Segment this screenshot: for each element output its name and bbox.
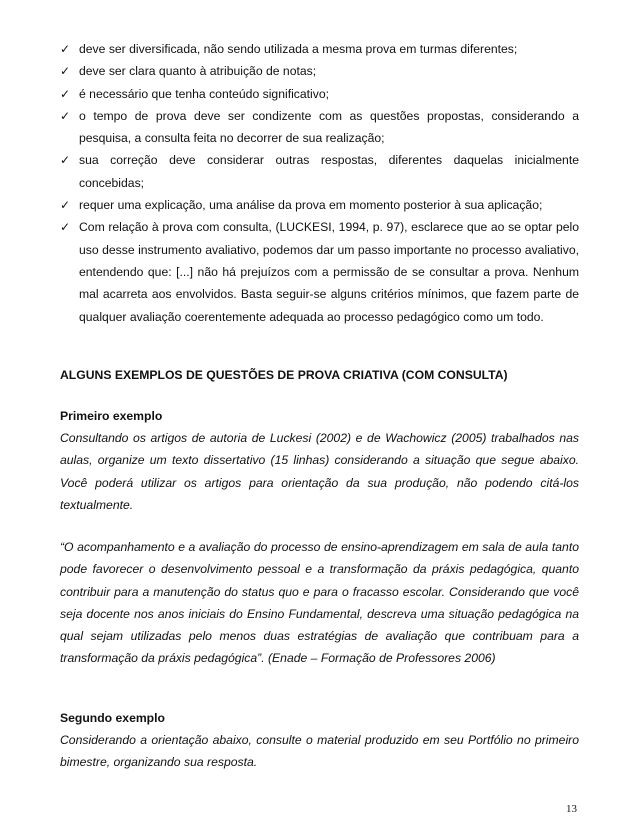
criteria-list bbox=[60, 38, 579, 328]
list-item: ✓ deve ser clara quanto à atribuição de notas; bbox=[60, 60, 579, 82]
check-icon: ✓ bbox=[60, 220, 71, 235]
list-item: ✓ é necessário que tenha conteúdo significativo; bbox=[60, 83, 579, 105]
check-icon: ✓ bbox=[60, 64, 71, 79]
list-item: ✓ Com relação à prova com consulta, (LUCKESI, 1994, p. 97), esclarece que ao se optar pelo uso desse instrumento avaliativo, podemos dar um passo importante no processo avaliativo, entendendo que: [...] não há prejuízos com a permissão de se consultar a prova. Nenhum mal acarreta aos envolvidos. Basta seguir-se alguns critérios mínimos, que fazem parte de qualquer avaliação coerentemente adequada ao processo pedagógico como um todo. bbox=[60, 216, 579, 327]
list-item: ✓ requer uma explicação, uma análise da prova em momento posterior à sua aplicação; bbox=[60, 194, 579, 216]
check-icon: ✓ bbox=[60, 198, 71, 213]
check-icon: ✓ bbox=[60, 86, 71, 101]
check-icon: ✓ bbox=[60, 42, 71, 56]
section-title: ALGUNS EXEMPLOS DE QUESTÕES DE PROVA CRIATIVA (COM CONSULTA) bbox=[60, 368, 508, 382]
page-number: 13 bbox=[566, 803, 577, 815]
list-item: ✓ deve ser diversificada, não sendo utilizada a mesma prova em turmas diferentes; bbox=[60, 38, 579, 60]
example-1-quote: “O acompanhamento e a avaliação do processo de ensino-aprendizagem em sala de aula tanto pode favorecer o desenvolvimento pessoal e a transformação da práxis pedagógica, quanto contribuir para a manutenção do status quo e para o fracasso escolar. Considerando que você seja docente nos anos iniciais do Ensino Fundamental, descreva uma situação pedagógica na qual sejam utilizadas pelo menos duas estratégias de avaliação que contribuam para a transformação da práxis pedagógica”. (Enade – Formação de Professores 2006) bbox=[60, 540, 579, 666]
example-1-title: Primeiro exemplo bbox=[60, 409, 163, 423]
list-item: ✓ sua correção deve considerar outras respostas, diferentes daquelas inicialmente concebidas; bbox=[60, 149, 579, 194]
list-item: ✓ o tempo de prova deve ser condizente com as questões propostas, considerando a pesquisa, a consulta feita no decorrer de sua realização; bbox=[60, 105, 579, 150]
example-2-title: Segundo exemplo bbox=[60, 711, 165, 725]
example-1-instructions: Consultando os artigos de autoria de Luckesi (2002) e de Wachowicz (2005) trabalhados nas aulas, organize um texto dissertativo (15 linhas) considerando a situação que segue abaixo. Você poderá utilizar os artigos para orientação da sua produção, não podendo citá-los textualmente. bbox=[60, 431, 579, 512]
example-2-instructions: Considerando a orientação abaixo, consulte o material produzido em seu Portfólio no primeiro bimestre, organizando sua resposta. bbox=[60, 733, 579, 770]
check-icon: ✓ bbox=[60, 108, 71, 123]
check-icon: ✓ bbox=[60, 153, 71, 168]
